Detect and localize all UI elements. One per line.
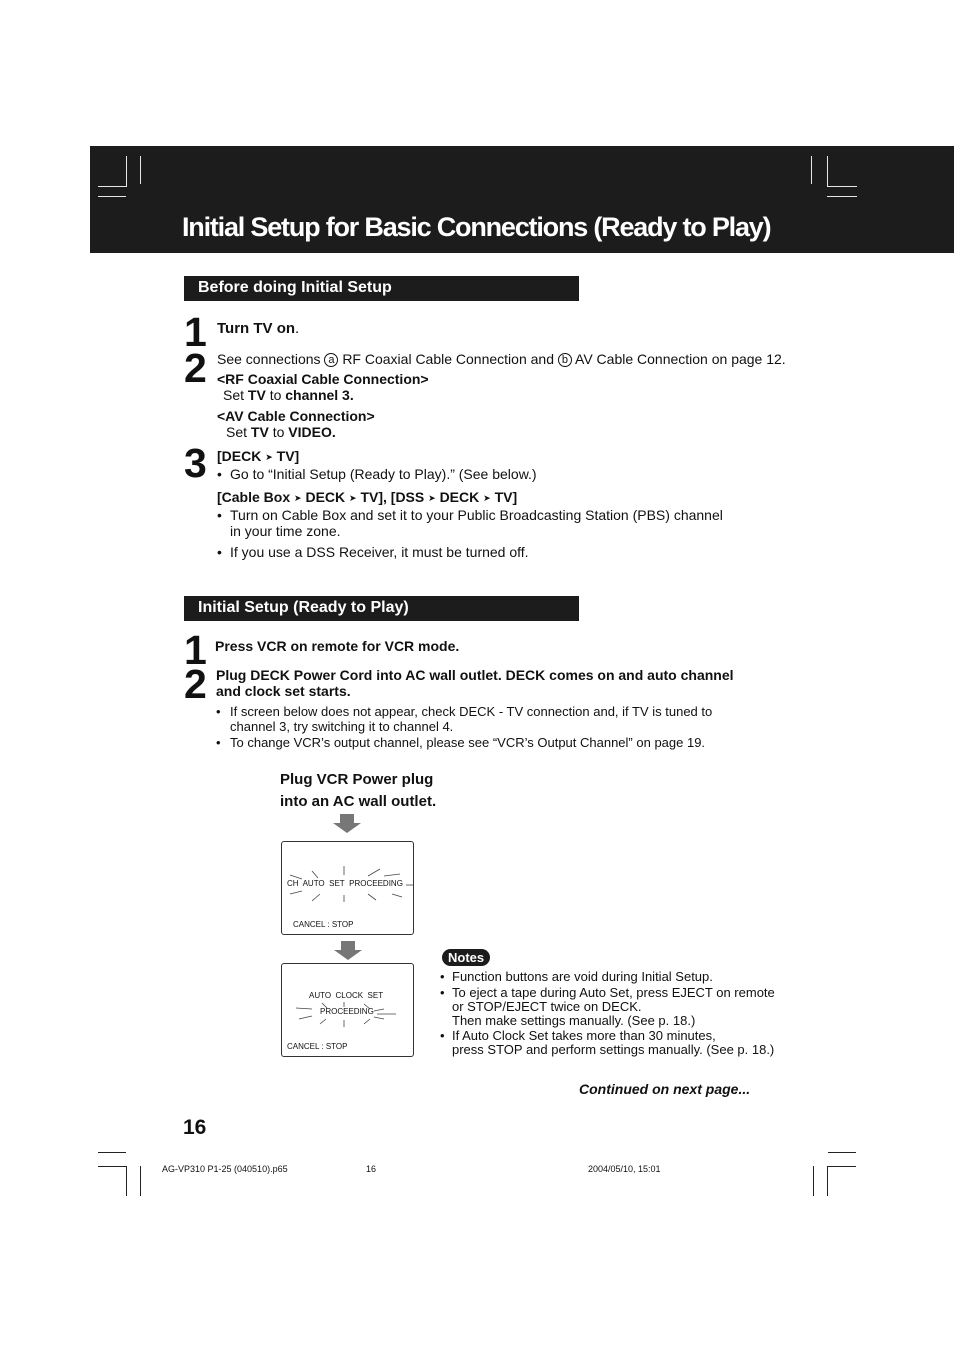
text-span: To eject a tape during Auto Set, press EJECT on remote [452, 985, 775, 1000]
av-label: <AV Cable Connection> [217, 408, 375, 424]
bullet-item [216, 704, 712, 734]
step-text-end: . [295, 320, 300, 337]
text-span: Go to “Initial Setup (Ready to Play).” (See below.) [230, 466, 537, 482]
step-number: 2 [184, 345, 206, 391]
continued-text: Continued on next page... [579, 1081, 751, 1097]
text-span: VIDEO. [288, 424, 336, 440]
rf-label: <RF Coaxial Cable Connection> [217, 371, 429, 387]
section-heading-initial-setup: Initial Setup (Ready to Play) [184, 596, 579, 621]
crop-mark [827, 156, 828, 187]
av-instruction [226, 424, 336, 440]
notes-badge [442, 949, 490, 967]
right-arrow-icon: ➤ [265, 452, 273, 462]
crop-mark [98, 1166, 126, 1167]
note-item [440, 970, 713, 984]
step-text: Press VCR on remote for VCR mode. [215, 638, 460, 654]
bullet-item [217, 507, 723, 539]
bullet-item [216, 735, 705, 750]
text-span: TV], [DSS [360, 489, 425, 505]
step-text-bold: Turn TV on [217, 320, 296, 337]
crop-mark [98, 196, 126, 197]
tv-screen-auto-set [281, 841, 414, 935]
text-span: See connections [217, 351, 321, 367]
screen-cancel-text: CANCEL : STOP [287, 1042, 348, 1051]
right-arrow-icon: ➤ [349, 493, 357, 503]
tv-screen-clock-set [281, 963, 414, 1057]
crop-mark [828, 1152, 856, 1153]
text-span: Function buttons are void during Initial Setup. [452, 969, 713, 984]
page-title: Initial Setup for Basic Connections (Ready to Play) [182, 212, 771, 242]
crop-mark [126, 1166, 127, 1196]
crop-mark [126, 156, 127, 187]
text-span: or STOP/EJECT twice on DECK. [452, 999, 642, 1014]
bullet-icon: • [217, 544, 222, 560]
circled-letter: b [558, 353, 572, 367]
text-span: into an AC wall outlet. [280, 793, 437, 810]
text-span: Set [226, 424, 248, 440]
step-number: 2 [184, 661, 206, 707]
right-arrow-icon: ➤ [428, 493, 436, 503]
crop-mark [813, 1166, 814, 1196]
footer-page: 16 [366, 1164, 377, 1174]
text-span: [DECK [217, 448, 262, 464]
right-arrow-icon: ➤ [294, 493, 302, 503]
text-span: channel 3, try switching it to channel 4. [230, 719, 454, 734]
circled-letter: a [324, 353, 338, 367]
crop-mark [140, 1166, 141, 1196]
down-arrow-icon [332, 814, 362, 834]
bullet-icon: • [216, 704, 221, 719]
text-span: AUTO [302, 879, 325, 888]
footer-file: AG-VP310 P1-25 (040510).p65 [162, 1164, 288, 1174]
text-span: Plug DECK Power Cord into AC wall outlet. DECK comes on and auto channel [216, 667, 734, 683]
right-arrow-icon: ➤ [483, 493, 491, 503]
crop-mark [828, 1166, 856, 1167]
note-item [440, 1029, 774, 1057]
step-text [216, 667, 734, 699]
text-span: AV Cable Connection on page 12. [575, 351, 786, 367]
text-span: TV] [494, 489, 518, 505]
crop-mark [811, 156, 812, 184]
step-text [217, 321, 299, 337]
crop-mark [827, 1166, 828, 1196]
text-span: Turn on Cable Box and set it to your Public Broadcasting Station (PBS) channel [230, 507, 723, 523]
bullet-icon: • [216, 735, 221, 750]
step-text [217, 351, 786, 367]
text-span: If you use a DSS Receiver, it must be turned off. [230, 544, 529, 560]
bullet-icon: • [217, 507, 222, 523]
screen-cancel-text: CANCEL : STOP [293, 920, 354, 929]
diagram-caption [280, 769, 436, 813]
crop-mark [827, 186, 857, 187]
bullet-item [217, 544, 529, 560]
text-span: SET [329, 879, 345, 888]
text-span: TV [250, 424, 269, 440]
cable-heading [217, 489, 517, 506]
text-span: in your time zone. [230, 523, 341, 539]
text-span: If Auto Clock Set takes more than 30 minutes, [452, 1028, 716, 1043]
screen-text [287, 879, 403, 889]
text-span: CLOCK [335, 991, 364, 1000]
bullet-icon: • [440, 969, 445, 984]
text-span: PROCEEDING [349, 879, 403, 888]
step-number: 1 [184, 627, 206, 673]
footer-date: 2004/05/10, 15:01 [588, 1164, 661, 1174]
text-span: to [272, 424, 285, 440]
text-span: Plug VCR Power plug [280, 771, 434, 788]
rf-instruction [223, 387, 354, 403]
text-span: press STOP and perform settings manually. (See p. 18.) [452, 1042, 775, 1057]
text-span: AUTO [309, 991, 332, 1000]
text-span: TV] [276, 448, 300, 464]
crop-mark [98, 186, 126, 187]
text-span: [Cable Box [217, 489, 291, 505]
text-span: To change VCR’s output channel, please see “VCR’s Output Channel” on page 19. [230, 735, 706, 750]
text-span: Then make settings manually. (See p. 18.) [452, 1013, 696, 1028]
down-arrow-icon [333, 941, 363, 961]
text-span: Set [223, 387, 245, 403]
step-number: 1 [184, 309, 206, 355]
text-span: RF Coaxial Cable Connection and [342, 351, 554, 367]
text-span: DECK [305, 489, 346, 505]
note-item [440, 986, 775, 1028]
page-number: 16 [183, 1116, 207, 1139]
section-heading-before-setup: Before doing Initial Setup [184, 276, 579, 301]
text-span: DECK [439, 489, 480, 505]
text-span: SET [367, 991, 384, 1000]
step-number: 3 [184, 440, 206, 486]
deck-heading [217, 448, 299, 465]
text-span: CH [287, 879, 299, 888]
crop-mark [98, 1152, 126, 1153]
text-span: If screen below does not appear, check DECK - TV connection and, if TV is tuned to [230, 704, 713, 719]
bullet-icon: • [440, 1028, 445, 1043]
text-span: and clock set starts. [216, 683, 351, 699]
bullet-icon: • [440, 985, 445, 1000]
crop-mark [140, 156, 141, 184]
text-span: channel 3. [285, 387, 354, 403]
screen-text: PROCEEDING [320, 1007, 374, 1016]
notes-badge-label: Notes [442, 949, 490, 966]
text-span: TV [247, 387, 266, 403]
bullet-icon: • [217, 466, 222, 482]
crop-mark [827, 196, 857, 197]
bullet-item [217, 466, 537, 482]
screen-text [309, 991, 383, 1001]
text-span: to [269, 387, 282, 403]
